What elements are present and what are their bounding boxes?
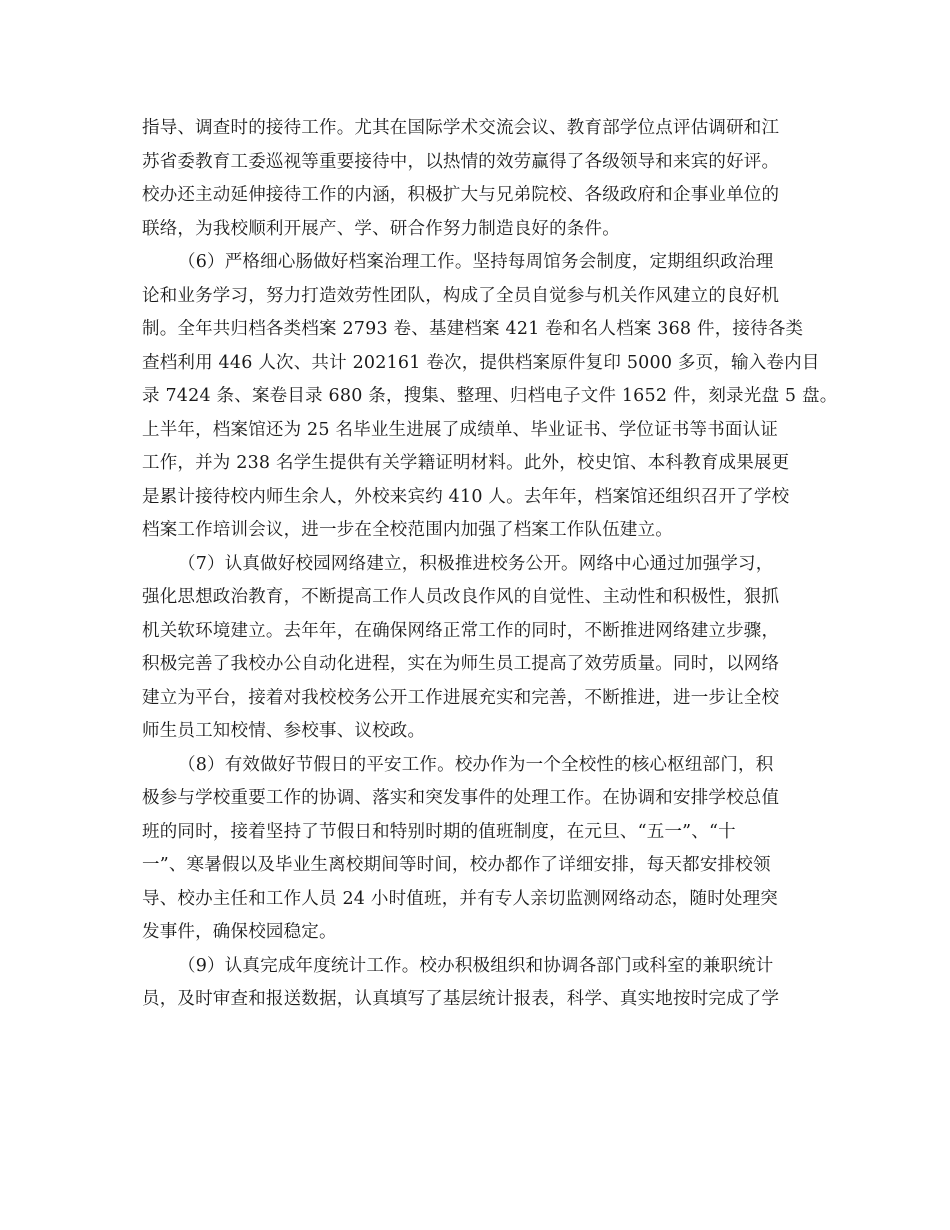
text-line: 师生员工知校情、参校事、议校政。 [142,721,426,741]
text-line: 校办还主动延伸接待工作的内涵，积极扩大与兄弟院校、各级政府和企事业单位的 [142,185,780,205]
text-line: 论和业务学习，努力打造效劳性团队，构成了全员自觉参与机关作风建立的良好机 [142,285,780,306]
text-line: 一”、寒暑假以及毕业生离校期间等时间，校办都作了详细安排，每天都安排校领 [142,855,771,875]
text-line: 极参与学校重要工作的协调、落实和突发事件的处理工作。在协调和安排学校总值 [142,788,780,808]
text-line: 查档利用 446 人次、共计 202161 卷次，提供档案原件复印 5000 多页，输入卷内目 [142,352,820,373]
document-page [142,112,838,1017]
text-line: 苏省委教育工委巡视等重要接待中，以热情的效劳赢得了各级领导和来宾的好评。 [142,151,780,172]
text-line: 发事件，确保校园稳定。 [142,922,337,942]
text-line: 建立为平台，接着对我校校务公开工作进展充实和完善，不断推进，进一步让全校 [142,687,780,708]
text-line: 导、校办主任和工作人员 24 小时值班，并有专人亲切监测网络动态，随时处理突 [142,888,778,909]
text-line: 工作，并为 238 名学生提供有关学籍证明材料。此外，校史馆、本科教育成果展更 [142,453,790,473]
paragraph-first-line: （9）认真完成年度统计工作。校办积极组织和协调各部门或科室的兼职统计 [178,955,774,976]
paragraph-first-line: （8）有效做好节假日的平安工作。校办作为一个全校性的核心枢纽部门，积 [178,754,774,775]
text-line: 积极完善了我校办公自动化进程，实在为师生员工提高了效劳质量。同时，以网络 [142,654,780,674]
text-line: 班的同时，接着坚持了节假日和特别时期的值班制度，在元旦、“五一”、“十 [142,821,736,842]
text-line: 是累计接待校内师生余人，外校来宾约 410 人。去年年，档案馆还组织召开了学校 [142,486,790,507]
text-line: 联络，为我校顺利开展产、学、研合作努力制造良好的条件。 [142,218,620,239]
text-line: 制。全年共归档各类档案 2793 卷、基建档案 421 卷和名人档案 368 件，接待各类 [142,319,804,339]
text-line: 录 7424 条、案卷目录 680 条，搜集、整理、归档电子文件 1652 件，刻录光盘 5 盘。 [142,386,838,406]
paragraph-first-line: （7）认真做好校园网络建立，积极推进校务公开。网络中心通过加强学习， [178,553,774,574]
text-line: 档案工作培训会议，进一步在全校范围内加强了档案工作队伍建立。 [142,520,673,540]
text-line: 指导、调查时的接待工作。尤其在国际学术交流会议、教育部学位点评估调研和江 [142,118,780,138]
text-line: 上半年，档案馆还为 25 名毕业生进展了成绩单、毕业证书、学位证书等书面认证 [142,419,778,440]
text-line: 机关软环境建立。去年年，在确保网络正常工作的同时，不断推进网络建立步骤， [142,620,780,641]
text-line: 员，及时审查和报送数据，认真填写了基层统计报表，科学、真实地按时完成了学 [142,989,780,1009]
paragraph-first-line: （6）严格细心肠做好档案治理工作。坚持每周馆务会制度，定期组织政治理 [178,252,774,272]
text-line: 强化思想政治教育，不断提高工作人员改良作风的自觉性、主动性和积极性，狠抓 [142,587,780,607]
